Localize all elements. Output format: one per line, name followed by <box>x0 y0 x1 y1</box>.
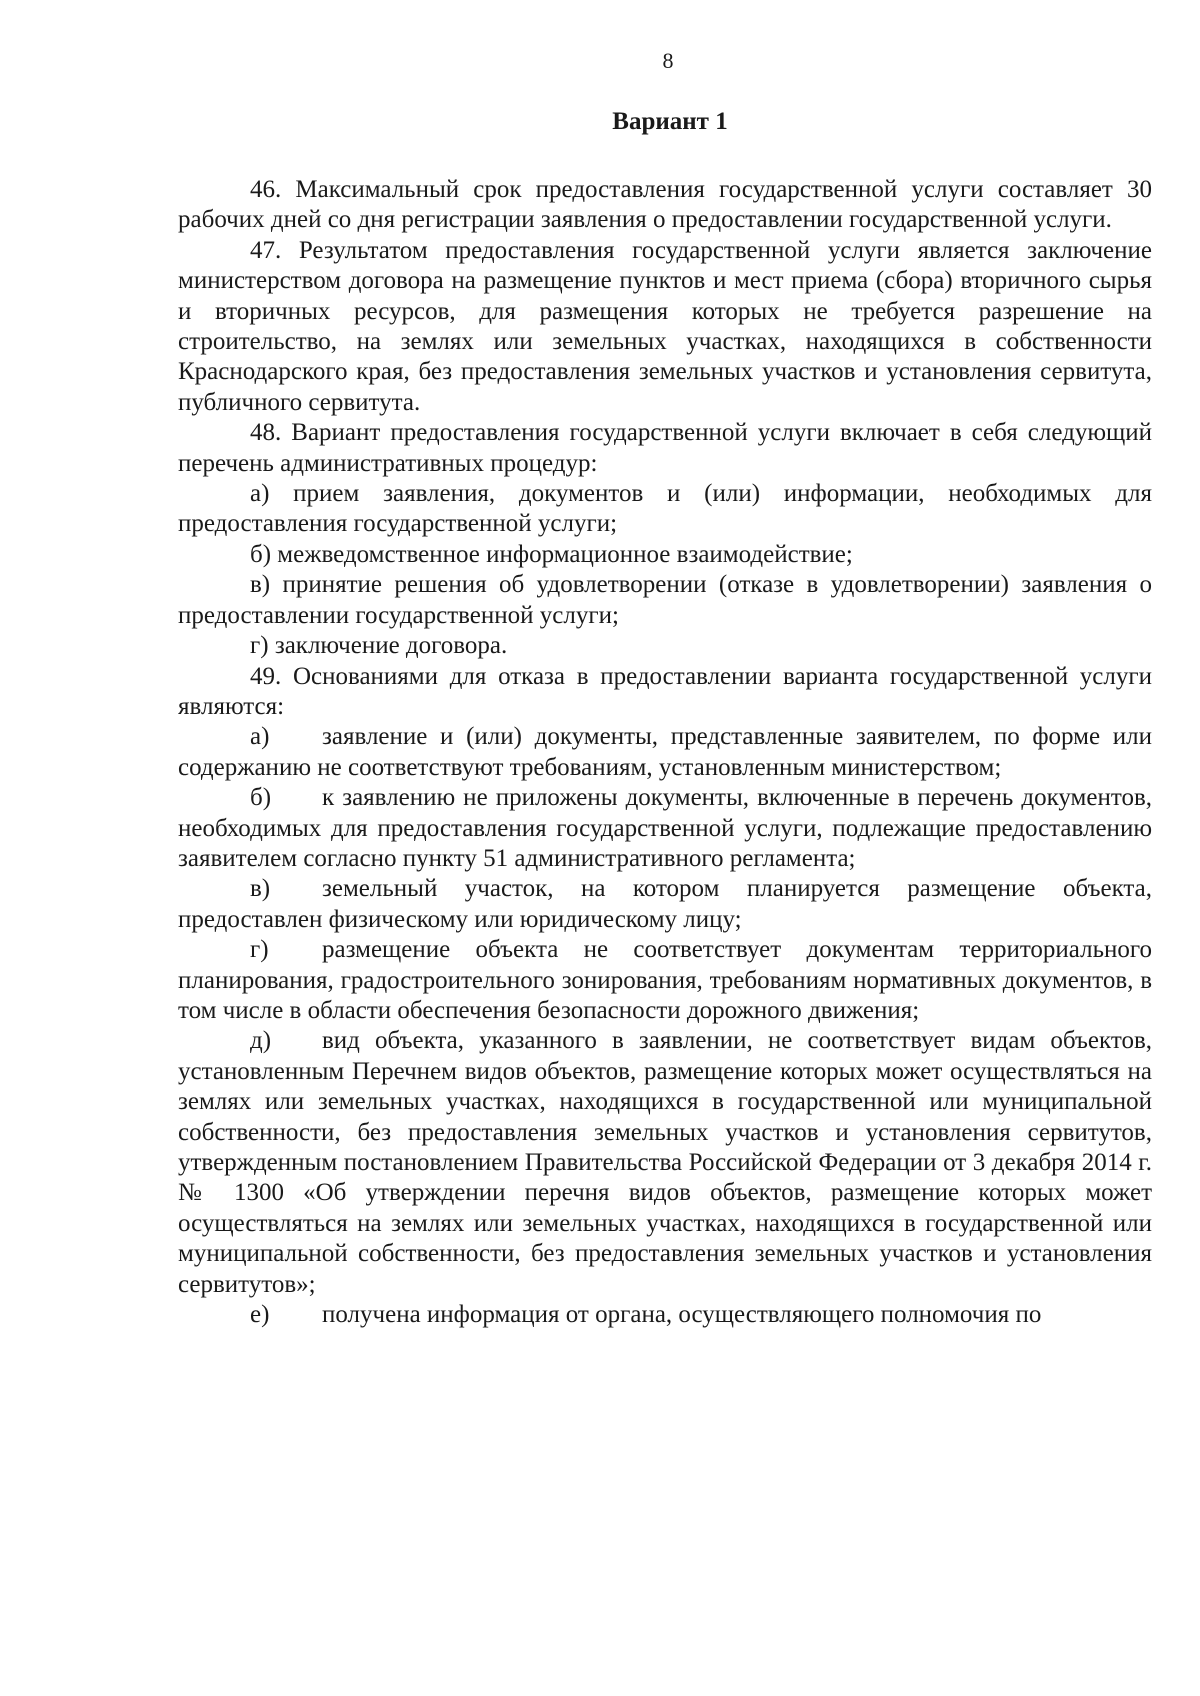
paragraph-48: 48. Вариант предоставления государственной услуги включает в себя следующий перечень административных процедур: <box>178 419 1152 477</box>
ground-text: размещение объекта не соответствует документам территориального планирования, градостроительного зонирования, требованиям нормативных документов, в том числе в области обеспечения безопасности дорожного движения; <box>178 936 1152 1024</box>
paragraph-46: 46. Максимальный срок предоставления государственной услуги составляет 30 рабочих дней со дня регистрации заявления о предоставлении государственной услуги. <box>178 176 1152 234</box>
ground-marker: а) <box>250 723 270 751</box>
ground-marker: е) <box>250 1301 270 1329</box>
section-heading: Вариант 1 <box>612 108 728 135</box>
ground-marker: д) <box>250 1027 272 1055</box>
ground-item-c <box>178 874 1152 935</box>
paragraph-48-item-d: г) заключение договора. <box>250 632 508 660</box>
ground-marker: г) <box>250 936 269 964</box>
ground-item-a <box>178 722 1152 783</box>
ground-text: получена информация от органа, осуществляющего полномочия по <box>322 1301 1042 1329</box>
paragraph-48-item-c: в) принятие решения об удовлетворении (отказе в удовлетворении) заявления о предоставлении государственной услуги; <box>178 571 1152 629</box>
ground-item-b <box>178 783 1152 874</box>
ground-item-e <box>178 1026 1152 1300</box>
paragraph-48-item-b: б) межведомственное информационное взаимодействие; <box>250 540 853 568</box>
ground-item-d <box>178 935 1152 1026</box>
paragraph-47: 47. Результатом предоставления государственной услуги является заключение министерством договора на размещение пунктов и мест приема (сбора) вторичного сырья и вторичных ресурсов, для размещения которых не требуется разрешение на строительство, на землях или земельных участках, находящихся в собственности Краснодарского края, без предоставления земельных участков и установления сервитута, публичного сервитута. <box>178 236 1152 416</box>
paragraph-49: 49. Основаниями для отказа в предоставлении варианта государственной услуги являются: <box>178 662 1152 720</box>
ground-text: заявление и (или) документы, представленные заявителем, по форме или содержанию не соответствуют требованиям, установленным министерством; <box>178 723 1152 781</box>
paragraph-48-item-a: а) прием заявления, документов и (или) информации, необходимых для предоставления государственной услуги; <box>178 480 1152 538</box>
document-body <box>178 175 1152 1330</box>
ground-text: к заявлению не приложены документы, включенные в перечень документов, необходимых для предоставления государственной услуги, подлежащие предоставлению заявителем согласно пункту 51 административного регламента; <box>178 784 1152 872</box>
ground-text: земельный участок, на котором планируется размещение объекта, предоставлен физическому или юридическому лицу; <box>178 875 1152 933</box>
page-number: 8 <box>662 48 674 73</box>
ground-marker: б) <box>250 784 272 812</box>
ground-marker: в) <box>250 875 271 903</box>
ground-item-f <box>178 1300 1152 1330</box>
ground-text: вид объекта, указанного в заявлении, не соответствует видам объектов, установленным Перечнем видов объектов, размещение которых может осуществляться на землях или земельных участках, находящихся в государственной или муниципальной собственности, без предоставления земельных участков и установления сервитутов, утвержденным постановлением Правительства Российской Федерации от 3 декабря 2014 г. № 1300 «Об утверждении перечня видов объектов, размещение которых может осуществляться на землях или земельных участках, находящихся в государственной или муниципальной собственности, без предоставления земельных участков и установления сервитутов»; <box>178 1027 1152 1298</box>
